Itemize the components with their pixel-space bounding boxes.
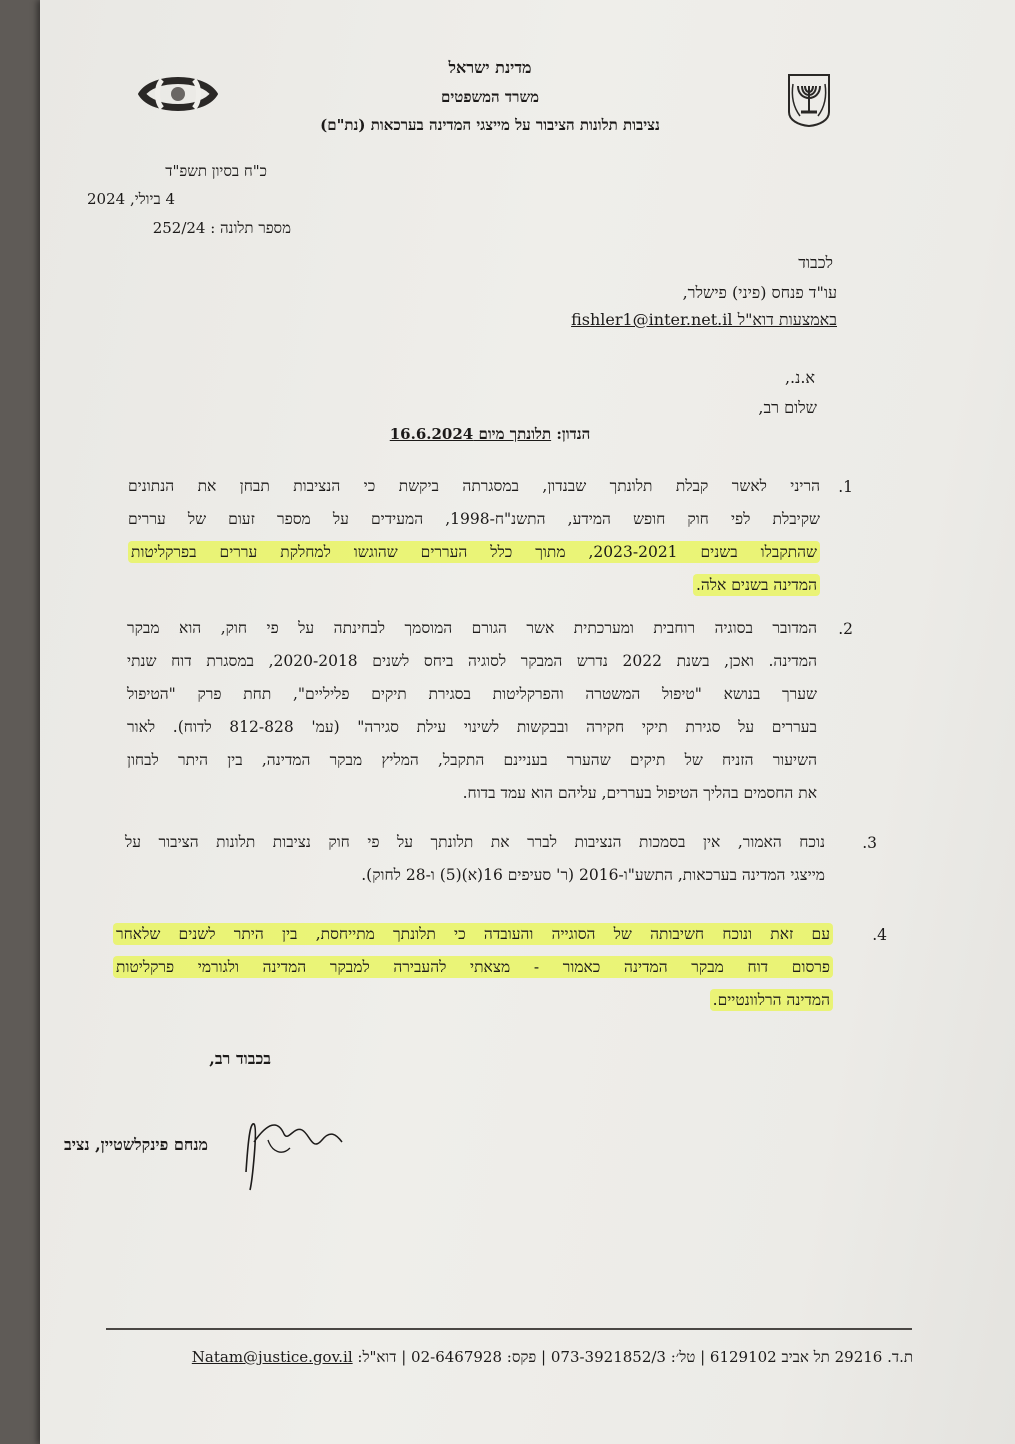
recipient-via-email: באמצעות דוא"ל fishler1@inter.net.il [571,310,837,329]
paragraph-line [113,951,833,984]
highlighted-text: פרסום דוח מבקר המדינה כאמור - מצאתי להעבירה למבקר המדינה ולגורמי פרקליטות [113,956,833,978]
footer-divider [106,1328,912,1330]
paragraph-line [113,984,833,1017]
paragraph-line [128,470,820,503]
footer-email-link[interactable]: Natam@justice.gov.il [191,1348,353,1366]
line-text: המדינה. ואכן, בשנת 2022 נדרש המבקר לסוגיה ביחס לשנים 2020-2018, במסגרת דוח שנתי [127,652,817,670]
greeting-line-1: א.נ., [784,368,815,387]
greeting-line-2: שלום רב, [758,398,817,417]
line-text: שערך בנושא "טיפול המשטרה והפרקליטות בסגירת תיקים פליליים", תחת פרק "הטיפול [127,685,817,703]
highlighted-text: המדינה בשנים אלה. [693,574,820,596]
paragraph-line [128,503,820,536]
paragraph-line [125,859,825,892]
line-text: הריני לאשר קבלת תלונתך שבנדון, במסגרתה ביקשת כי הנציבות תבחן את הנתונים [128,477,820,495]
line-text: השיעור הזניח של תיקים שהערר בעניינם התקבל, המליץ מבקר המדינה, בין היתר לבחון [127,751,817,769]
highlighted-text: שהתקבלו בשנים 2023-2021, מתוך כלל העררים שהוגשו למחלקת עררים בפרקליטות [128,541,820,563]
line-text: המדובר בסוגיה רוחבית ומערכתית אשר הגורם המוסמך לבחינתה על פי חוק, הוא מבקר [127,619,817,637]
paragraph-line [113,918,833,951]
paragraph-number: 3. [862,834,877,852]
paragraph-line [127,777,817,810]
paragraph-line [127,612,817,645]
signer-name: מנחם פינקלשטיין, נציב [64,1135,208,1154]
footer-address: ת.ד. 29216 תל אביב 6129102 | טל׳: 073-3921852/3 | פקס: 02-6467928 | דוא"ל: [357,1348,913,1366]
line-text: את החסמים בהליך הטיפול בעררים, עליהם הוא עמד בדוח. [462,784,817,802]
complaint-number: מספר תלונה : 252/24 [152,219,291,237]
paragraph-line [127,711,817,744]
recipient-to-label: לכבוד [798,253,833,272]
gregorian-date: 4 ביולי, 2024 [87,190,175,208]
paragraph-line [128,569,820,602]
paragraph-number: 2. [838,620,853,638]
paragraph-line [128,536,820,569]
paragraph-1 [128,470,820,602]
paragraph-line [127,645,817,678]
highlighted-text: עם זאת ונוכח חשיבותה של הסוגייה והעובדה כי תלונתך מתייחסת, בין היתר לשנים שלאחר [113,923,833,945]
handwritten-signature-icon [238,1112,358,1192]
header-ministry: משרד המשפטים [441,88,539,106]
highlighted-text: המדינה הרלוונטיים. [710,989,833,1011]
paragraph-line [127,678,817,711]
footer-contact [192,1348,913,1367]
line-text: מייצגי המדינה בערכאות, התשע"ו-2016 (ר' סעיפים 16(א)(5) ו-28 לחוק). [361,866,825,884]
paragraph-3 [125,826,825,892]
subject-text: תלונתך מיום 16.6.2024 [389,425,552,443]
paragraph-number: 4. [872,926,887,944]
paragraph-number: 1. [838,478,853,496]
closing-salutation: בכבוד רב, [209,1049,271,1068]
line-text: שקיבלת לפי חוק חופש המידע, התשנ"ח-1998, המעידים על מספר זעום של עררים [128,510,820,528]
line-text: בעררים על סגירת תיקי חקירה ובבקשות לשינוי עילת סגירה" (עמ' 812-828 לדוח). לאור [127,718,817,736]
header-office: נציבות תלונות הציבור על מייצגי המדינה בערכאות (נת"ם) [320,116,660,134]
header-state: מדינת ישראל [448,58,532,77]
paragraph-4 [113,918,833,1017]
paragraph-2 [127,612,817,810]
line-text: נוכח האמור, אין בסמכות הנציבות לברר את תלונתך על פי חוק נציבות תלונות הציבור על [125,833,825,851]
hebrew-date: כ"ח בסיון תשפ"ד [165,162,267,180]
subject-label: הנדון: [556,425,591,443]
paragraph-line [125,826,825,859]
recipient-name: עו"ד פנחס (פיני) פישלר, [682,283,837,302]
subject-line [0,425,980,444]
paragraph-line [127,744,817,777]
